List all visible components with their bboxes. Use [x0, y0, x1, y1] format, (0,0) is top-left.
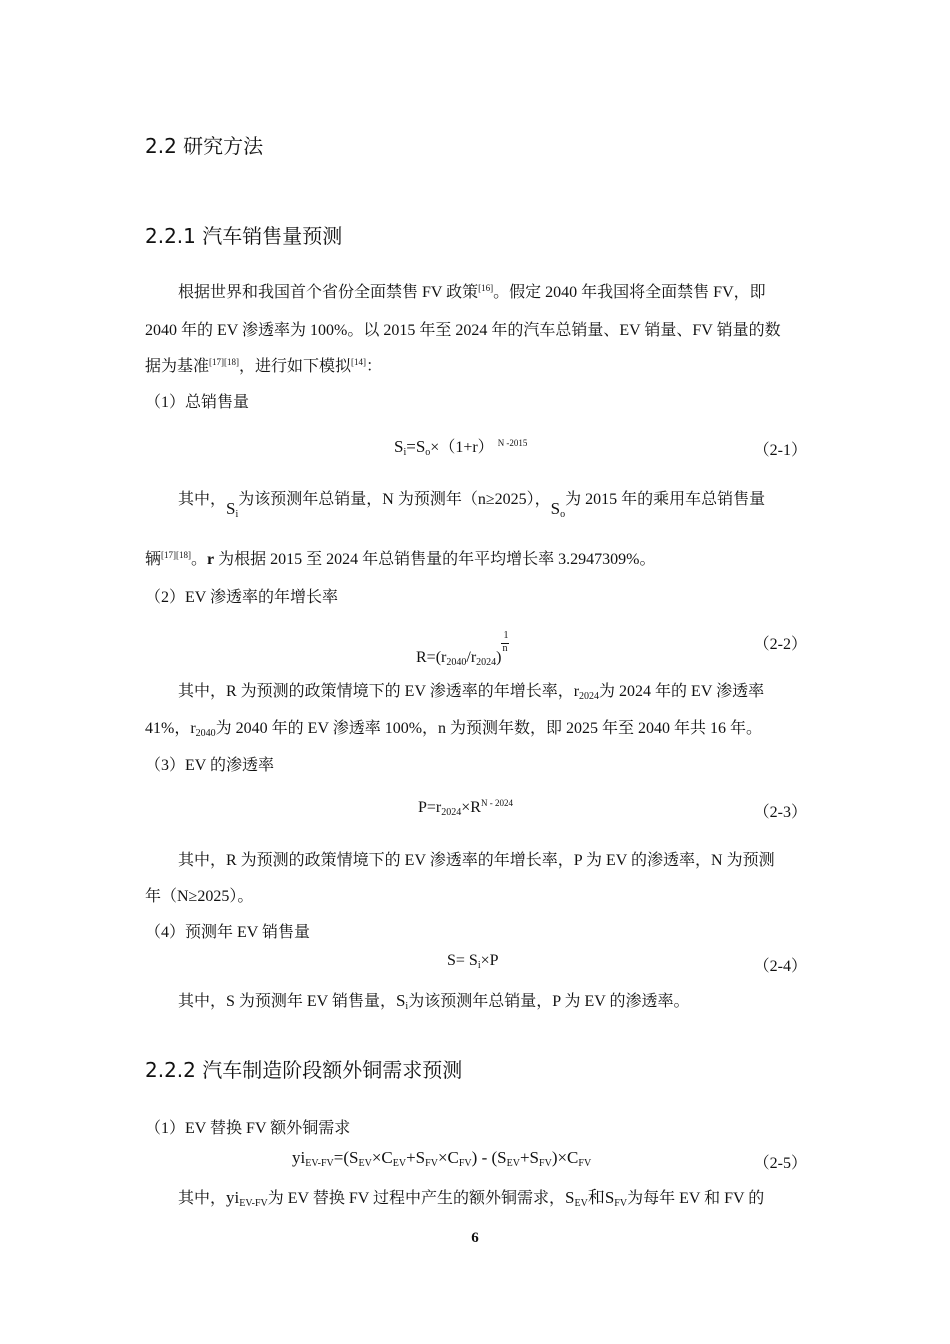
intro-line-1: 根据世界和我国首个省份全面禁售 FV 政策[16]。假定 2040 年我国将全面禁售 FV，即 — [178, 283, 766, 301]
intro-line-2: 2040 年的 EV 渗透率为 100%。以 2015 年至 2024 年的汽车总销量、EV 销量、FV 销量的数 — [145, 322, 781, 339]
explanation-2-3-line-2: 年（N≥2025）。 — [145, 888, 254, 905]
explanation-2-2-line-2: 41%，$r_{2040}$为 2040 年的 EV 渗透率 100%，n 为预测年数，即 2025 年至 2040 年共 16 年。 — [145, 720, 763, 739]
subsection-title-sales-forecast: 2.2.1 汽车销售量预测 — [145, 224, 343, 248]
explanation-2-3-line-1: 其中，R 为预测的政策情境下的 EV 渗透率的年增长率，P 为 EV 的渗透率，N 为预测 — [178, 852, 775, 869]
item-total-sales: （1）总销售量 — [145, 394, 250, 411]
section-title: 2.2 研究方法 — [145, 134, 264, 158]
citation: [16] — [478, 283, 494, 293]
equation-number-2-5: （2-5） — [753, 1155, 807, 1172]
item-ev-sales: （4）预测年 EV 销售量 — [145, 924, 311, 941]
equation-2-5: $yi_{EV-FV}=(S_{EV}\times C_{EV}+S_{FV}\times C_{FV}) - (S_{EV}+S_{FV})\times C_{FV}$ — [292, 1148, 592, 1169]
explanation-2-1-line-2: 辆[17][18]。r 为根据 2015 至 2024 年总销售量的年平均增长率 3.2947309%。 — [145, 550, 656, 568]
explanation-2-1-line-1: 其中，$S_i$为该预测年总销量，N 为预测年（n≥2025），$S_o$为 2015 年的乘用车总销售量 — [178, 491, 766, 520]
equation-number-2-4: （2-4） — [753, 958, 807, 975]
equation-2-1: $S_i=S_o\times(1+r)$ $^{N -2015}$ — [394, 437, 528, 458]
equation-number-2-2: （2-2） — [753, 636, 807, 653]
subsection-title-copper-demand: 2.2.2 汽车制造阶段额外铜需求预测 — [145, 1058, 463, 1082]
item-ev-replace-fv: （1）EV 替换 FV 额外铜需求 — [145, 1120, 351, 1137]
explanation-2-4: 其中，S 为预测年 EV 销售量，$S_i$为该预测年总销量，P 为 EV 的渗透率。 — [178, 991, 690, 1012]
explanation-2-2-line-1: 其中，R 为预测的政策情境下的 EV 渗透率的年增长率，$r_{2024}$为 2024 年的 EV 渗透率 — [178, 683, 765, 702]
equation-number-2-3: （2-3） — [753, 804, 807, 821]
item-ev-penetration: （3）EV 的渗透率 — [145, 757, 275, 774]
equation-2-4: $S= S_i\times P$ — [447, 952, 499, 971]
citation: [17][18] — [209, 357, 240, 367]
citation: [14] — [351, 357, 367, 367]
explanation-2-5: 其中，$yi_{EV-FV}$为 EV 替换 FV 过程中产生的额外铜需求，$S_{EV}$和$S_{FV}$为每年 EV 和 FV 的 — [178, 1188, 765, 1209]
equation-2-3: $P=r_{2024}\times R^{N - 2024}$ — [418, 798, 513, 818]
exponent-fraction: $\frac{1}{n}$ — [502, 630, 509, 654]
intro-line-3: 据为基准[17][18]，进行如下模拟[14]： — [145, 357, 383, 375]
item-ev-penetration-growth: （2）EV 渗透率的年增长率 — [145, 589, 339, 606]
page-number: 6 — [471, 1230, 479, 1246]
citation: [17][18] — [161, 550, 192, 560]
equation-2-2: $R=(r_{2040}/r_{2024})$ $\frac{1}{n}$ — [416, 634, 511, 668]
equation-number-2-1: （2-1） — [753, 442, 807, 459]
